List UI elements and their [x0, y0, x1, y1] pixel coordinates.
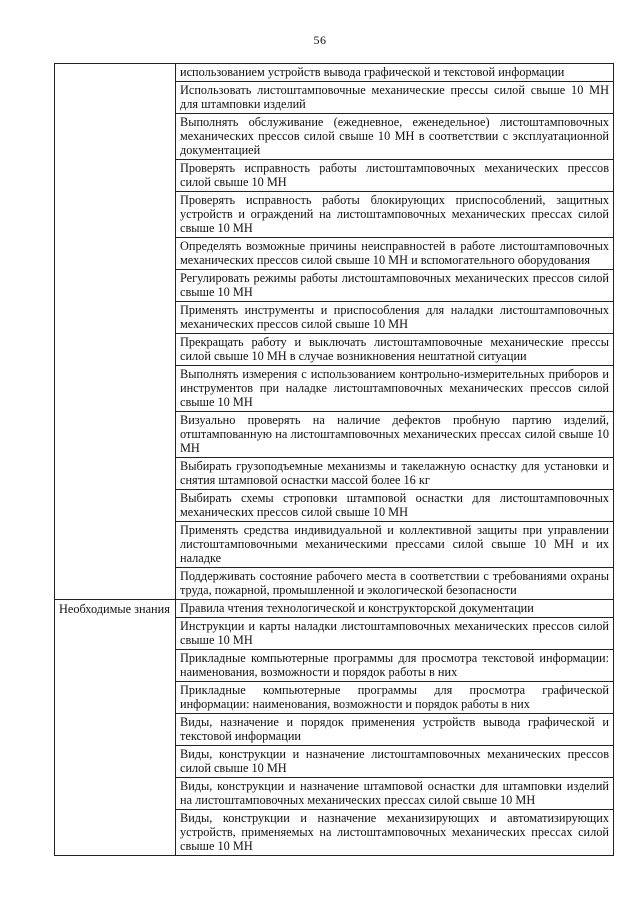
- item-text: Определять возможные причины неисправностей в работе листоштамповочных механических прессов силой свыше 10 МН и вспомогательного оборудования: [180, 239, 609, 267]
- item-cell: [176, 114, 614, 160]
- item-cell: [176, 490, 614, 522]
- competency-table: [54, 63, 614, 856]
- item-text: Выбирать грузоподъемные механизмы и такелажную оснастку для установки и снятия штамповой оснастки массой более 16 кг: [180, 459, 609, 487]
- item-cell: [176, 192, 614, 238]
- item-text: Виды, конструкции и назначение листоштамповочных механических прессов силой свыше 10 МН: [180, 747, 609, 775]
- item-text: Выбирать схемы строповки штамповой оснастки для листоштамповочных механических прессов силой свыше 10 МН: [180, 491, 609, 519]
- item-cell: [176, 682, 614, 714]
- table-row: [55, 600, 614, 618]
- item-cell: [176, 238, 614, 270]
- item-cell: [176, 302, 614, 334]
- item-text: Правила чтения технологической и конструкторской документации: [180, 601, 534, 615]
- item-text: Инструкции и карты наладки листоштамповочных механических прессов силой свыше 10 МН: [180, 619, 609, 647]
- item-text: использованием устройств вывода графической и текстовой информации: [180, 65, 565, 79]
- item-text: Визуально проверять на наличие дефектов пробную партию изделий, отштампованную на листоштамповочных механических прессах силой свыше 10 МН: [180, 413, 609, 455]
- item-cell: [176, 714, 614, 746]
- item-cell: [176, 810, 614, 856]
- item-cell: [176, 746, 614, 778]
- item-cell: [176, 366, 614, 412]
- item-text: Виды, конструкции и назначение механизирующих и автоматизирующих устройств, применяемых на листоштамповочных механических прессах силой свыше 10 МН: [180, 811, 609, 853]
- item-text: Регулировать режимы работы листоштамповочных механических прессов силой свыше 10 МН: [180, 271, 609, 299]
- item-text: Проверять исправность работы блокирующих приспособлений, защитных устройств и ограждений на листоштамповочных механических прессах силой свыше 10 МН: [180, 193, 609, 235]
- item-text: Применять средства индивидуальной и коллективной защиты при управлении листоштамповочными механическими прессами силой свыше 10 МН и их наладке: [180, 523, 609, 565]
- item-text: Виды, конструкции и назначение штамповой оснастки для штамповки изделий на листоштамповочных механических прессах силой свыше 10 МН: [180, 779, 609, 807]
- item-cell: [176, 270, 614, 302]
- section-label: Необходимые знания: [59, 602, 170, 616]
- item-text: Выполнять обслуживание (ежедневное, еженедельное) листоштамповочных механических прессов силой свыше 10 МН в соответствии с эксплуатационной документацией: [180, 115, 609, 157]
- item-text: Прикладные компьютерные программы для просмотра графической информации: наименования, возможности и порядок работы в них: [180, 683, 609, 711]
- item-cell: [176, 334, 614, 366]
- section-label-cell: [55, 64, 176, 600]
- item-cell: [176, 568, 614, 600]
- item-text: Виды, назначение и порядок применения устройств вывода графической и текстовой информации: [180, 715, 609, 743]
- item-cell: [176, 600, 614, 618]
- item-text: Проверять исправность работы листоштамповочных механических прессов силой свыше 10 МН: [180, 161, 609, 189]
- item-cell: [176, 778, 614, 810]
- item-cell: [176, 618, 614, 650]
- item-cell: [176, 82, 614, 114]
- item-text: Выполнять измерения с использованием контрольно-измерительных приборов и инструментов при наладке листоштамповочных механических прессов силой свыше 10 МН: [180, 367, 609, 409]
- page-number: 56: [313, 33, 327, 47]
- section-label-cell: [55, 600, 176, 856]
- item-cell: [176, 522, 614, 568]
- table-row: [55, 64, 614, 82]
- item-cell: [176, 412, 614, 458]
- item-text: Прекращать работу и выключать листоштамповочные механические прессы силой свыше 10 МН в случае возникновения нештатной ситуации: [180, 335, 609, 363]
- item-text: Поддерживать состояние рабочего места в соответствии с требованиями охраны труда, пожарной, промышленной и экологической безопасности: [180, 569, 609, 597]
- item-text: Прикладные компьютерные программы для просмотра текстовой информации: наименования, возможности и порядок работы в них: [180, 651, 609, 679]
- item-text: Применять инструменты и приспособления для наладки листоштамповочных механических прессов силой свыше 10 МН: [180, 303, 609, 331]
- item-cell: [176, 160, 614, 192]
- table-body: [55, 64, 614, 856]
- item-text: Использовать листоштамповочные механические прессы силой свыше 10 МН для штамповки изделий: [180, 83, 609, 111]
- item-cell: [176, 650, 614, 682]
- item-cell: [176, 458, 614, 490]
- item-cell: [176, 64, 614, 82]
